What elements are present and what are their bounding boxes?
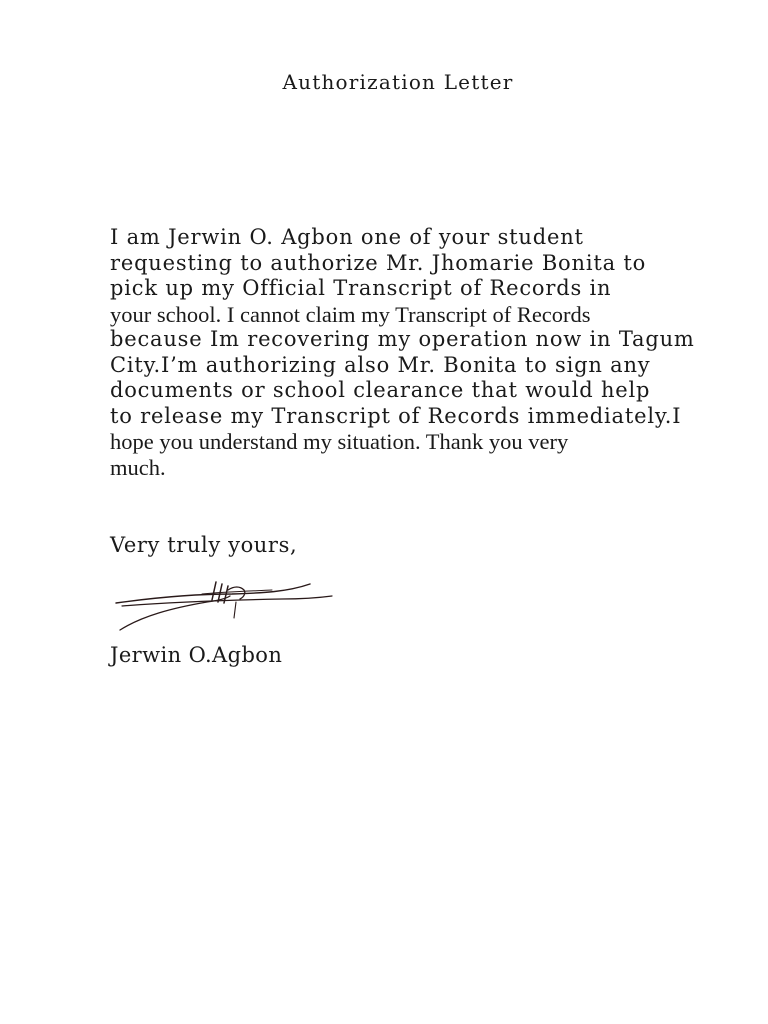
body-line: pick up my Official Transcript of Records in xyxy=(110,276,612,300)
body-line: documents or school clearance that would help xyxy=(110,378,651,402)
body-line: much. xyxy=(110,454,166,480)
body-line: because Im recovering my operation now in Tagum xyxy=(110,327,695,351)
body-line: I am Jerwin O. Agbon one of your student xyxy=(110,225,584,249)
signer-name: Jerwin O.Agbon xyxy=(110,643,283,667)
handwritten-signature xyxy=(112,572,342,636)
closing-salutation: Very truly yours, xyxy=(110,533,298,557)
letter-body xyxy=(110,225,730,480)
body-line: City.I’m authorizing also Mr. Bonita to sign any xyxy=(110,352,651,377)
body-line: your school. I cannot claim my Transcript of Records xyxy=(110,301,591,327)
body-line: to release my Transcript of Records immediately.I xyxy=(110,403,682,428)
body-line: requesting to authorize Mr. Jhomarie Bonita to xyxy=(110,250,647,275)
letter-title: Authorization Letter xyxy=(282,70,514,94)
body-line: hope you understand my situation. Thank you very xyxy=(110,429,569,454)
